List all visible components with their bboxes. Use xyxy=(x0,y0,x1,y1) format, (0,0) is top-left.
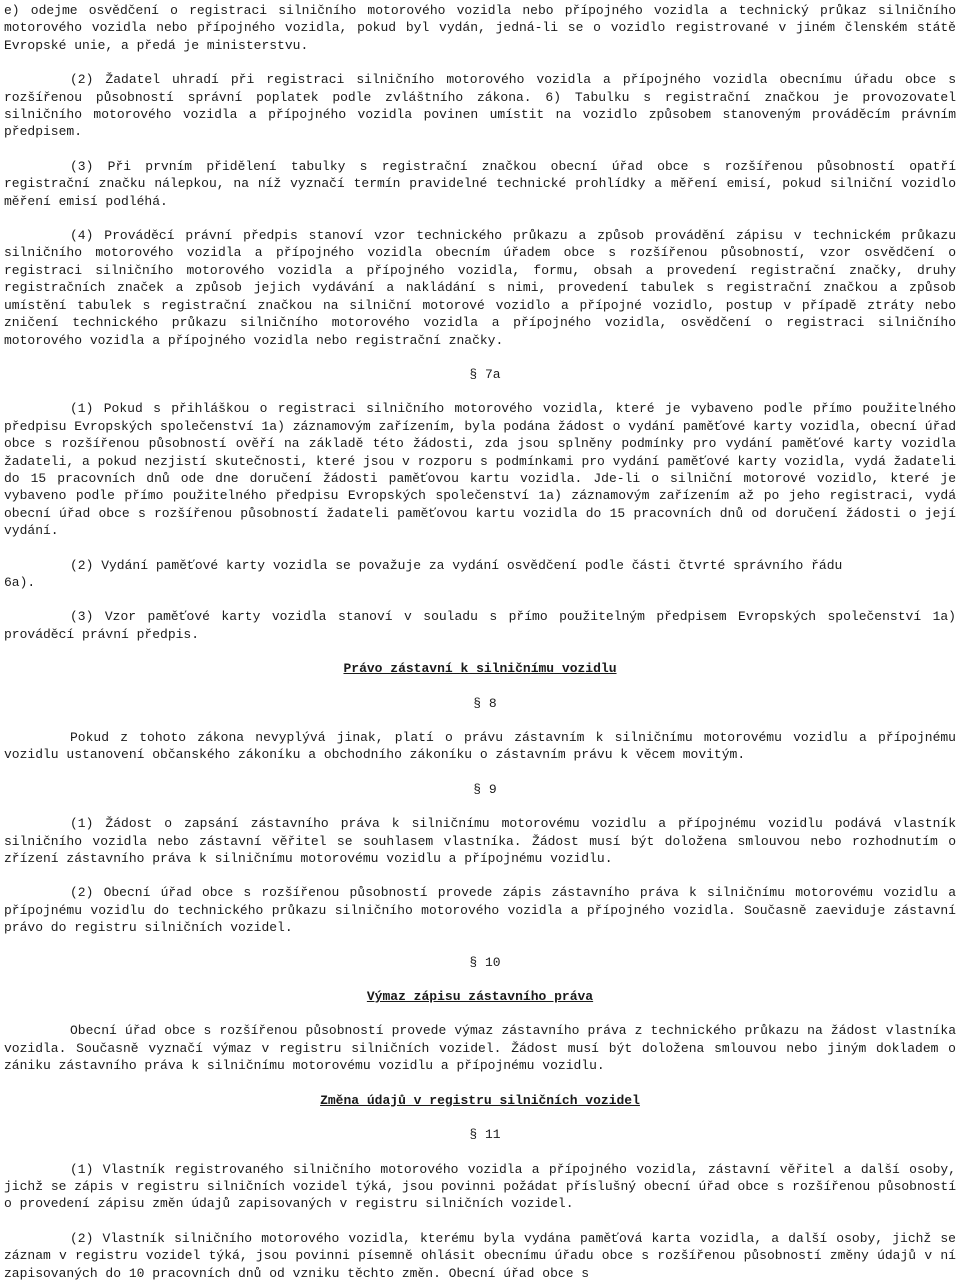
paragraph-7a-1: (1) Pokud s přihláškou o registraci silničního motorového vozidla, které je vybaveno podle přímo použitelného předpisu Evropských společenství 1a) záznamovým zařízením, byla podána žádost o vydání paměťové karty vozidla, obecní úřad obce s rozšířenou působností ověří na základě této žádosti, zda jsou splněny podmínky pro vydání paměťové karty vozidla žadateli, a pokud nezjistí skutečnosti, které jsou v rozporu s podmínkami pro vydání paměťové karty vozidla, vydá žadateli do 15 pracovních dnů ode dne doručení žádosti paměťovou kartu vozidla. Jde-li o silniční motorové vozidlo, které je vybaveno podle přímo použitelného předpisu Evropských společenství 1a) záznamovým zařízením až po jeho registraci, vydá obecní úřad obce s rozšířenou působností žadateli paměťovou kartu vozidla do 15 pracovních dnů od doručení žádosti o její vydání. xyxy=(4,401,956,539)
heading-vymaz: Výmaz zápisu zástavního práva xyxy=(366,989,594,1005)
paragraph-7a-3: (3) Vzor paměťové karty vozidla stanoví v souladu s přímo použitelným předpisem Evropských společenství 1a) prováděcí právní předpis. xyxy=(4,609,956,642)
paragraph-11-1: (1) Vlastník registrovaného silničního motorového vozidla a přípojného vozidla, zástavní věřitel a další osoby, jichž se zápis v registru silničních vozidel týká, jsou povinni požádat příslušný obecní úřad obce s rozšířenou působností o provedení zápisu změn údajů zapisovaných v registru silničních vozidel. xyxy=(4,1161,956,1212)
paragraph-11-2: (2) Vlastník silničního motorového vozidla, kterému byla vydána paměťová karta vozidla, a další osoby, jichž se záznam v registru vozidel týká, jsou povinni písemně ohlásit obecnímu úřadu obce s rozšířenou působností změny údajů v ní zapisovaných do 10 pracovních dnů od vzniku těchto změn. Obecní úřad obce s xyxy=(4,1230,956,1281)
paragraph-7-2: (2) Žadatel uhradí při registraci silničního motorového vozidla a přípojného vozidla obecnímu úřadu obce s rozšířenou působností správní poplatek podle zvláštního zákona. 6) Tabulku s registrační značkou je provozovatel silničního motorového vozidla a přípojného vozidla povinen umístit na vozidlo způsobem stanoveným prováděcím právním předpisem. xyxy=(4,72,956,140)
paragraph-8: Pokud z tohoto zákona nevyplývá jinak, platí o právu zástavním k silničnímu motorovému vozidlu a přípojnému vozidlu ustanovení občanského zákoníku a obchodního zákoníku o zástavním právu k věcem movitým. xyxy=(4,730,956,763)
section-10-title: § 10 xyxy=(469,954,501,970)
section-11-title: § 11 xyxy=(469,1127,501,1143)
section-9-title: § 9 xyxy=(473,781,497,797)
section-7a-title: § 7a xyxy=(469,366,501,382)
paragraph-10: Obecní úřad obce s rozšířenou působností provede výmaz zástavního práva z technického průkazu na žádost vlastníka vozidla. Současně vyznačí výmaz v registru silničních vozidel. Žádost musí být doložena smlouvou nebo jiným dokladem o zániku zástavního práva k silničnímu motorovému vozidlu a přípojnému vozidlu. xyxy=(4,1023,956,1074)
heading-zmena-udaju: Změna údajů v registru silničních vozidel xyxy=(320,1092,640,1108)
paragraph-7-4: (4) Prováděcí právní předpis stanoví vzor technického průkazu a způsob provádění zápisu v technickém průkazu silničního motorového vozidla a přípojného vozidla obecním úřadem obce s rozšířenou působností, vzor osvědčení o registraci silničního motorového vozidla a přípojného vozidla, formu, obsah a provedení registrační značky, druhy registračních značek a způsob jejich vydávání a nakládání s nimi, provedení tabulek s registrační značkou a způsob umístění tabulek s registrační značkou na silniční motorové vozidlo a přípojné vozidlo, postup v případě ztráty nebo zničení technického průkazu silničního motorového vozidla a přípojného vozidla, osvědčení o registraci silničního motorového vozidla a přípojného vozidla nebo registrační značky. xyxy=(4,228,956,348)
section-8-title: § 8 xyxy=(473,695,497,711)
paragraph-7a-2: (2) Vydání paměťové karty vozidla se považuje za vydání osvědčení podle části čtvrté správního řádu xyxy=(70,557,843,573)
heading-pravo-zastavni: Právo zástavní k silničnímu vozidlu xyxy=(343,661,617,677)
paragraph-9-1: (1) Žádost o zapsání zástavního práva k silničnímu motorovému vozidlu a přípojnému vozidlu podává vlastník silničního vozidla nebo zástavní věřitel se souhlasem vlastníka. Žádost musí být doložena smlouvou nebo rozhodnutím o zřízení zástavního práva k silničnímu motorovému vozidlu a přípojnému vozidlu. xyxy=(4,816,956,867)
paragraph-e: e) odejme osvědčení o registraci silničního motorového vozidla nebo přípojného vozidla a technický průkaz silničního motorového vozidla nebo přípojného vozidla, pokud byl vydán, jedná-li se o vozidlo registrované v jiném členském státě Evropské unie, a předá je ministerstvu. xyxy=(4,3,956,53)
paragraph-9-2: (2) Obecní úřad obce s rozšířenou působností provede zápis zástavního práva k silničnímu motorovému vozidlu a přípojnému vozidlu do technického průkazu silničního motorového vozidla a přípojného vozidla. Současně zaeviduje zástavní právo do registru silničních vozidel. xyxy=(4,885,956,936)
paragraph-7a-2-tail: 6a). xyxy=(4,574,36,590)
paragraph-7-3: (3) Při prvním přidělení tabulky s registrační značkou obecní úřad obce s rozšířenou působností opatří registrační značku nálepkou, na níž vyznačí termín pravidelné technické prohlídky a měření emisí, pokud silniční vozidlo měření emisí podléhá. xyxy=(4,158,956,209)
